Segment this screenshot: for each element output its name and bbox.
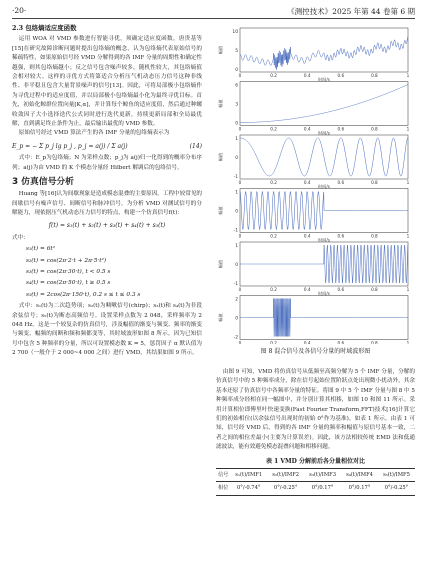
- equation-line: s₅(t) = 2cos(2π·150·t), 0.2 s ≤ t ≤ 0.3 s: [26, 291, 141, 298]
- table-header-cell: 信号: [216, 469, 230, 482]
- waveform-line: [240, 245, 408, 283]
- panel-mixed: [217, 28, 410, 83]
- y-tick-label: -2: [233, 335, 238, 341]
- table-cell: 0°/-0.25°: [378, 482, 415, 495]
- y-tick-label: 5: [235, 48, 238, 54]
- left-column: [12, 24, 202, 359]
- x-tick-label: 0.6: [337, 180, 345, 185]
- y-tick-label: 0: [235, 209, 238, 215]
- x-tick-label: 0.2: [270, 73, 277, 78]
- table-cell: 0°/-0.74°: [230, 482, 267, 495]
- y-tick-label: -1: [233, 228, 238, 234]
- x-tick-label: 0.2: [270, 287, 277, 292]
- where-label: 式中：: [12, 234, 29, 241]
- paragraph: 式中：s₁(t)为二次趋势项；s₂(t)为啁啾信号(chirp)；s₃(t)和 s₄(t)为非段余弦信号；s₅(t)为断态高频信号。设置采样点数为 2 048，采样频率为 2 048 Hz。这是一个较复杂的仿真信号，涉及幅值的渐变与频变、频率的渐变与频变、幅频的间断和频和频都变等，其时域波形如图 8 所示。因为已知信号中包含 5 种频率的分量，所以可设置模态数 K = 5，惩罚因子 α 默认值为 2 700（一般介于 2 000~4 000 之间）进行 VMD，其结果如图 9 所示。: [12, 303, 202, 357]
- y-tick-label: 6: [235, 83, 238, 89]
- y-axis-label: 幅值: [218, 313, 223, 322]
- table-1: [216, 468, 415, 496]
- x-tick-label: 1: [406, 233, 410, 239]
- y-tick-label: -1: [233, 281, 238, 287]
- x-tick-label: 1: [406, 73, 410, 78]
- panel-high: [217, 296, 410, 345]
- y-tick-label: 0: [235, 67, 238, 73]
- y-axis-label: 幅值: [218, 259, 223, 269]
- x-tick-label: 0.2: [270, 340, 277, 344]
- x-tick-label: 0.8: [371, 73, 378, 78]
- y-axis-label: 幅值: [218, 45, 223, 55]
- paragraph: 由图 9 可知，VMD 将仿真信号从低频至高频分解为 5 个 IMF 分量，分解的仿真信号中的 5 种频率成分，除在信号起始位置阶跃点处出现微小扰动外，其余基本还原了仿真信号中各频率分量的特征。将图 9 中 5 个 IMF 分量与图 8 中 5 种频率成分经相在同一幅图中，并分别计算其相移，如图 10 和图 11 所示。采用计算相位即傅里叶快速变换(Fast Fourier Transform,FFT)技术[16]计算它们的初始相位(以余弦信号出现时的初始 0°作为基准)，如表 1 所示。由表 1 可知，信号经 VMD 后，得到的各 IMF 分量的频率和幅值与原信号基本一致，二者之间的相位差最小(主要为计算误差)。因此，该方法相较传统 EMD 法和低通滤波法，能有效避免模态混叠问题和相移问题。: [216, 369, 415, 451]
- section-3-heading: 3 仿真信号分析: [12, 177, 74, 188]
- equation-number: (14): [189, 142, 202, 150]
- x-tick-label: 0.6: [337, 233, 345, 239]
- table-1-caption: 表 1 VMD 分解前后各分量相位对比: [266, 457, 365, 465]
- table-header-cell: s₁(t)/IMF1: [230, 469, 267, 482]
- x-tick-label: 0.8: [371, 340, 378, 344]
- x-tick-label: 0.4: [303, 126, 311, 132]
- y-tick-label: 0: [235, 155, 238, 161]
- table-header-cell: s₃(t)/IMF3: [304, 469, 341, 482]
- table-header-cell: s₂(t)/IMF2: [267, 469, 304, 482]
- x-tick-label: 0.8: [371, 126, 378, 132]
- running-header: [12, 4, 415, 18]
- x-tick-label: 0.6: [337, 287, 345, 292]
- table-cell: 相位: [216, 482, 230, 495]
- y-tick-label: 10: [232, 29, 238, 35]
- x-axis-label: 时间/s: [318, 130, 330, 136]
- x-axis-label: 时间/s: [318, 77, 330, 82]
- paragraph: 运用 WOA 对 VMD 参数进行智能寻优，须确定适应度函数。唐贵基等[15]在研究故障诊断问题时提出包络熵的概念，认为包络熵代表原始信号的稀疏特性，如果原始信号经 VMD 分解得到的各 IMF 分量的周期性和确定性越强，则其包络熵越小；反之信号包含噪声较多，随机性较大，其包络熵值会相对较大。这样的寻优方式将第适合分析压气机动态压力信号这种非线性、非平稳且包含大量背景噪声的信号[13]。因此，可将局部极小包络熵作为寻优过程中的适应度值，并以局部极小包络熵最小化为最终寻优目标。首先，初始化鲸群位置向量[K,α]，并计算每个鲸鱼的适应度值，然后通过种螺收敛因子大小选择迭代公式同时进行迭代更新，持续更新局部和全局最优解，直到满足终止条件为止，最后输出最优的 VMD 参数。: [12, 36, 202, 128]
- y-axis-label: 幅值: [218, 206, 223, 215]
- x-tick-label: 0.2: [270, 233, 277, 239]
- table-cell: 0°/0.17°: [341, 482, 378, 495]
- figure-8-plot: [216, 24, 415, 344]
- table-header-row: [216, 469, 415, 482]
- panel-seg2: [217, 242, 410, 297]
- equation-system: [12, 245, 202, 300]
- y-axis-label: 幅值: [218, 99, 223, 108]
- journal-title: 《测控技术》2025 年第 44 卷第 6 期: [287, 7, 415, 16]
- figure-8-caption: 图 8 混合信号及各信号分量的时域波形图: [260, 348, 371, 355]
- x-tick-label: 0.4: [303, 287, 311, 292]
- x-tick-label: 0: [238, 287, 242, 292]
- y-tick-label: 1: [235, 243, 238, 249]
- equation-14: [12, 142, 202, 151]
- panel-seg1: [217, 189, 410, 244]
- panel-frame: [240, 82, 408, 126]
- x-tick-label: 0.4: [303, 233, 311, 239]
- x-axis-label: [318, 344, 330, 345]
- x-tick-label: 0.8: [371, 180, 378, 185]
- equation-line: s₂(t) = cos(2π·2·t + 2π·5·t²): [26, 257, 107, 264]
- paragraph: Huang 等[16]认为间歇现象是造成模态混叠的主要原因。工程中较常见的间歇信号有噪声信号、间断信号和脉冲信号。为分析 VMD 对测试信号的分解能力，现依据压气机动态压力信号的特点，构建一个仿真信号f(t)：: [12, 191, 203, 216]
- right-column: [216, 368, 415, 496]
- paragraph: 原始信号经过 VMD 算法产生的各 IMF 分量的包络熵表示为: [18, 130, 170, 137]
- x-tick-label: 0.6: [337, 340, 345, 344]
- x-tick-label: 0: [238, 233, 242, 239]
- x-tick-label: 1: [406, 180, 410, 185]
- y-tick-label: -1: [233, 174, 238, 180]
- waveform-line: [240, 37, 408, 70]
- x-tick-label: 0.6: [337, 126, 345, 132]
- x-tick-label: 0.2: [270, 180, 277, 185]
- x-tick-label: 1: [406, 340, 410, 344]
- table-cell: 0°/-0.25°: [267, 482, 304, 495]
- table-header-cell: s₅(t)/IMF5: [378, 469, 415, 482]
- header-rule: [12, 18, 415, 19]
- figure-8: [216, 24, 415, 344]
- paragraph: 式中：E_p为包络熵；N 为采样点数；p_j为 a(j)归一化得到的概率分布序列；a(j)为由 VMD 的 K 个模态分量经 Hilbert 解调后的包络信号。: [12, 155, 202, 171]
- x-axis-label: 时间/s: [318, 184, 330, 189]
- x-tick-label: 0.4: [303, 340, 311, 344]
- y-tick-label: 2: [235, 297, 238, 303]
- x-tick-label: 1: [406, 287, 410, 292]
- table-cell: 0°/0.17°: [304, 482, 341, 495]
- x-tick-label: 0: [238, 126, 242, 132]
- y-tick-label: 0: [235, 262, 238, 268]
- waveform-line: [240, 192, 408, 230]
- waveform-line: [240, 138, 408, 176]
- y-tick-label: 0: [235, 121, 238, 127]
- panel-chirp: [217, 135, 410, 190]
- x-tick-label: 0: [238, 73, 242, 78]
- y-tick-label: 3: [235, 102, 238, 108]
- y-tick-label: 0: [235, 316, 238, 322]
- equation-body: f(t) = s₁(t) + s₂(t) + s₃(t) + s₄(t) + s₅(t): [48, 222, 166, 230]
- equation-f: [12, 221, 202, 230]
- x-tick-label: 1: [406, 126, 410, 132]
- page-number: ·20·: [12, 6, 27, 15]
- x-tick-label: 0.2: [270, 126, 277, 132]
- x-tick-label: 0.8: [371, 287, 378, 292]
- y-tick-label: 1: [235, 190, 238, 196]
- equation-line: s₄(t) = cos(2π·50·t), t ≥ 0.5 s: [26, 280, 111, 287]
- equation-line: s₁(t) = 6t²: [26, 246, 56, 253]
- waveform-line: [240, 299, 408, 337]
- x-axis-label: 时间/s: [318, 291, 330, 296]
- x-tick-label: 0: [238, 340, 242, 344]
- x-tick-label: 0.6: [337, 73, 345, 78]
- table-row: [216, 482, 415, 495]
- x-tick-label: 0.4: [303, 180, 311, 185]
- equation-line: s₃(t) = cos(2π·30·t), t < 0.5 s: [26, 268, 111, 275]
- table-header-cell: s₄(t)/IMF4: [341, 469, 378, 482]
- section-2-3-heading: 2.3 包络熵适应度函数: [12, 24, 77, 32]
- y-axis-label: 幅值: [218, 152, 223, 162]
- x-tick-label: 0.4: [303, 73, 311, 78]
- equation-body: E_p = − Σ p_j lg p_j , p_j = a(j) / Σ a(j): [12, 142, 128, 150]
- panel-trend: [217, 82, 410, 137]
- x-axis-label: 时间/s: [318, 237, 330, 243]
- y-tick-label: 1: [235, 136, 238, 142]
- x-tick-label: 0.8: [371, 233, 378, 239]
- waveform-line: [240, 85, 408, 123]
- x-tick-label: 0: [238, 180, 242, 185]
